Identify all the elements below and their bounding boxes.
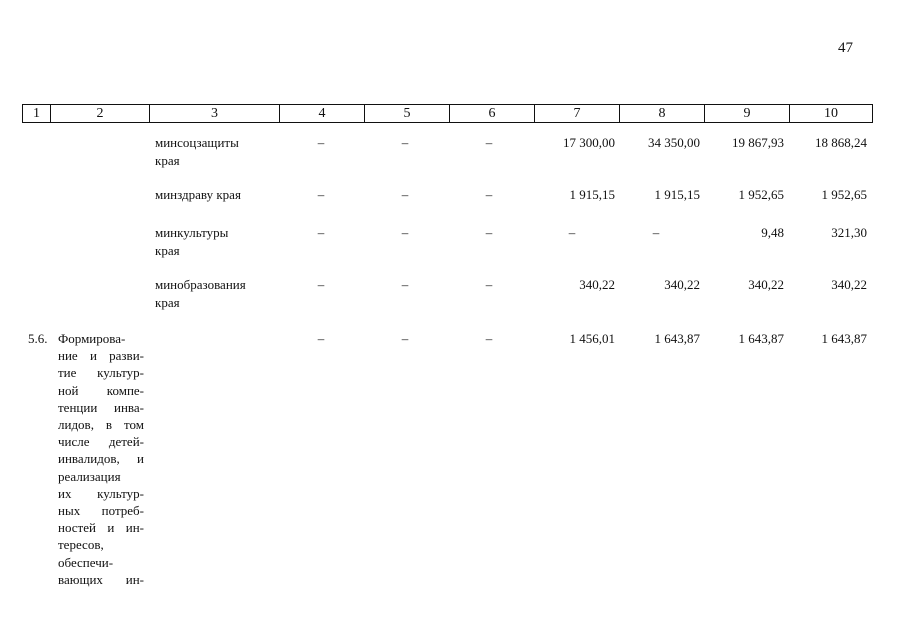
cell-col6: –	[485, 187, 493, 202]
item-text-line: инвалидов, и	[58, 451, 144, 467]
item-description	[58, 330, 144, 588]
cell-col4: –	[317, 331, 325, 346]
column-header-9: 9	[705, 105, 790, 123]
recipient-line: минобразования	[155, 277, 246, 292]
cell-col9: 19 867,93	[732, 135, 784, 150]
item-text-line: лидов, в том	[58, 417, 144, 433]
column-header-8: 8	[620, 105, 705, 123]
item-text-line: ностей и ин-	[58, 520, 144, 536]
cell-col5: –	[401, 277, 409, 292]
cell-col5: –	[401, 331, 409, 346]
column-header-1: 1	[23, 105, 51, 123]
recipient-line: минкультуры	[155, 225, 229, 240]
cell-col9: 1 643,87	[738, 331, 784, 346]
recipient-cell	[155, 224, 228, 260]
recipient-line: края	[155, 295, 180, 310]
cell-col5: –	[401, 187, 409, 202]
column-header-3: 3	[150, 105, 280, 123]
recipient-cell	[155, 186, 241, 204]
item-text-line: тенции инва-	[58, 399, 144, 415]
item-text-line: Формирова-	[58, 331, 126, 346]
item-text-line: ние и разви-	[58, 348, 144, 364]
cell-col7: 1 456,01	[569, 331, 615, 346]
item-text-line: тересов,	[58, 537, 104, 553]
column-header-5: 5	[365, 105, 450, 123]
item-text-line: их культур-	[58, 485, 144, 501]
recipient-line: минздраву края	[155, 187, 241, 202]
column-header-6: 6	[450, 105, 535, 123]
cell-col6: –	[485, 135, 493, 150]
item-number: 5.6.	[28, 331, 48, 346]
cell-col4: –	[317, 277, 325, 292]
cell-col10: 1 643,87	[821, 331, 867, 346]
item-text-line: ных потреб-	[58, 503, 144, 519]
cell-col5: –	[401, 135, 409, 150]
recipient-line: края	[155, 243, 180, 258]
cell-col6: –	[485, 277, 493, 292]
cell-col6: –	[485, 225, 493, 240]
cell-col8: –	[652, 225, 660, 240]
cell-col9: 1 952,65	[738, 187, 784, 202]
cell-col9: 9,48	[761, 225, 784, 240]
item-text-line: обеспечи-	[58, 554, 114, 570]
column-header-2: 2	[51, 105, 150, 123]
cell-col8: 1 643,87	[654, 331, 700, 346]
item-text-line: вающих ин-	[58, 571, 144, 587]
cell-col8: 340,22	[664, 277, 700, 292]
cell-col5: –	[401, 225, 409, 240]
cell-col7: 340,22	[579, 277, 615, 292]
recipient-cell	[155, 276, 246, 312]
recipient-line: минсоцзащиты	[155, 135, 239, 150]
cell-col8: 34 350,00	[648, 135, 700, 150]
cell-col6: –	[485, 331, 493, 346]
item-text-line: числе детей-	[58, 434, 144, 450]
item-text-line: тие культур-	[58, 365, 144, 381]
cell-col7: 1 915,15	[569, 187, 615, 202]
cell-col9: 340,22	[748, 277, 784, 292]
recipient-cell	[155, 134, 239, 170]
recipient-line: края	[155, 153, 180, 168]
cell-col4: –	[317, 187, 325, 202]
column-header-10: 10	[790, 105, 873, 123]
cell-col4: –	[317, 225, 325, 240]
item-text-line: ной компе-	[58, 382, 144, 398]
cell-col10: 1 952,65	[821, 187, 867, 202]
cell-col4: –	[317, 135, 325, 150]
cell-col10: 321,30	[831, 225, 867, 240]
column-number-header	[22, 104, 873, 123]
page-number: 47	[838, 40, 853, 56]
cell-col7: –	[568, 225, 576, 240]
item-text-line: реализация	[58, 468, 121, 484]
cell-col10: 18 868,24	[815, 135, 867, 150]
cell-col8: 1 915,15	[654, 187, 700, 202]
column-header-7: 7	[535, 105, 620, 123]
column-header-4: 4	[280, 105, 365, 123]
cell-col10: 340,22	[831, 277, 867, 292]
cell-col7: 17 300,00	[563, 135, 615, 150]
